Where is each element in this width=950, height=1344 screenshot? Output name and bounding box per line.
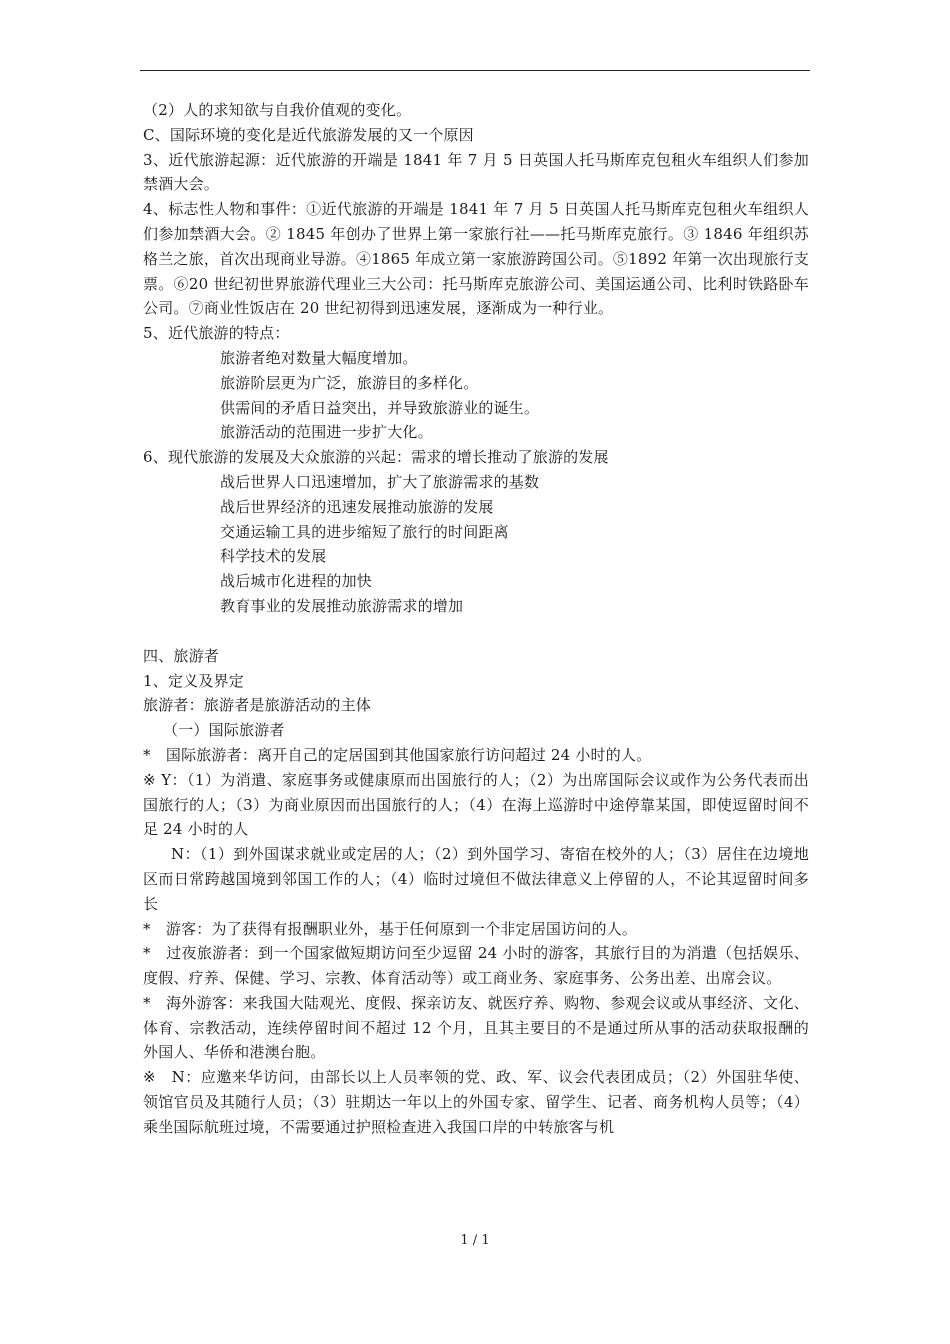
- list-item: 教育事业的发展推动旅游需求的增加: [220, 596, 464, 615]
- list-item: 旅游阶层更为广泛，旅游目的多样化。: [220, 373, 479, 392]
- list-item: 战后世界人口迅速增加，扩大了旅游需求的基数: [220, 472, 540, 491]
- paragraph: （2）人的求知欲与自我价值观的变化。: [143, 101, 412, 119]
- paragraph: * 国际旅游者：离开自己的定居国到其他国家旅行访问超过 24 小时的人。: [143, 745, 652, 764]
- paragraph: 4、标志性人物和事件：①近代旅游的开端是 1841 年 7 月 5 日英国人托马斯库克包租火车组织人们参加禁酒大会。② 1845 年创办了世界上第一家旅行社——托马斯库克旅行。③ 1846 年组织苏格兰之旅，首次出现商业导游。④1865 年成立第一家旅游跨国公司。⑤1892 年第一次出现旅行支票。⑥20 世纪初世界旅游代理业三大公司：托马斯库克旅游公司、美国运通公司、比利时铁路卧车公司。⑦商业性饭店在 20 世纪初得到迅速发展，逐渐成为一种行业。: [143, 200, 809, 318]
- subsection-heading: （一）国际旅游者: [163, 721, 285, 740]
- chapter-heading: 四、旅游者: [143, 646, 220, 665]
- list-item: 战后城市化进程的加快: [220, 572, 373, 591]
- page-number: 1 / 1: [460, 1233, 490, 1248]
- paragraph: C、国际环境的变化是近代旅游发展的又一个原因: [143, 125, 474, 144]
- paragraph: ※ N：应邀来华访问，由部长以上人员率领的党、政、军、议会代表团成员；（2）外国驻华使、领馆官员及其随行人员；（3）驻期达一年以上的外国专家、留学生、记者、商务机构人员等；（4）乘坐国际航班过境，不需要通过护照检查进入我国口岸的中转旅客与机: [143, 1068, 809, 1136]
- list-item: 交通运输工具的进步缩短了旅行的时间距离: [220, 522, 509, 541]
- list-item: 旅游活动的范围进一步扩大化。: [220, 423, 433, 442]
- header-rule: [140, 70, 810, 71]
- list-item: 战后世界经济的迅速发展推动旅游的发展: [220, 497, 494, 516]
- list-item: 供需间的矛盾日益突出，并导致旅游业的诞生。: [220, 398, 540, 417]
- list-item: 旅游者绝对数量大幅度增加。: [220, 348, 418, 367]
- paragraph: * 游客：为了获得有报酬职业外，基于任何原到一个非定居国访问的人。: [143, 919, 638, 938]
- paragraph: 3、近代旅游起源：近代旅游的开端是 1841 年 7 月 5 日英国人托马斯库克包租火车组织人们参加禁酒大会。: [143, 150, 809, 194]
- blank-line: [143, 619, 809, 644]
- document-body: [143, 98, 809, 1140]
- section-heading: 1、定义及界定: [143, 671, 244, 690]
- paragraph: ※ Y：（1）为消遣、家庭事务或健康原而出国旅行的人；（2）为出席国际会议或作为公务代表而出国旅行的人；（3）为商业原因而出国旅行的人；（4）在海上巡游时中途停靠某国，即使逗留时间不足 24 小时的人: [143, 770, 809, 839]
- list-item: 科学技术的发展: [220, 547, 327, 566]
- paragraph: N：（1）到外国谋求就业或定居的人；（2）到外国学习、寄宿在校外的人；（3）居住在边境地区而日常跨越国境到邻国工作的人；（4）临时过境但不做法律意义上停留的人，不论其逗留时间多长: [143, 845, 809, 913]
- section-heading: 5、近代旅游的特点：: [143, 324, 290, 343]
- paragraph: * 过夜旅游者：到一个国家做短期访问至少逗留 24 小时的游客，其旅行目的为消遣（包括娱乐、度假、疗养、保健、学习、宗教、体育活动等）或工商业务、家庭事务、公务出差、出席会议。: [143, 944, 809, 988]
- section-heading: 6、现代旅游的发展及大众旅游的兴起：需求的增长推动了旅游的发展: [143, 448, 609, 467]
- paragraph: * 海外游客：来我国大陆观光、度假、探亲访友、就医疗养、购物、参观会议或从事经济、文化、体育、宗教活动，连续停留时间不超过 12 个月，且其主要目的不是通过所从事的活动获取报酬的外国人、华侨和港澳台胞。: [143, 993, 809, 1062]
- paragraph: 旅游者：旅游者是旅游活动的主体: [143, 696, 372, 715]
